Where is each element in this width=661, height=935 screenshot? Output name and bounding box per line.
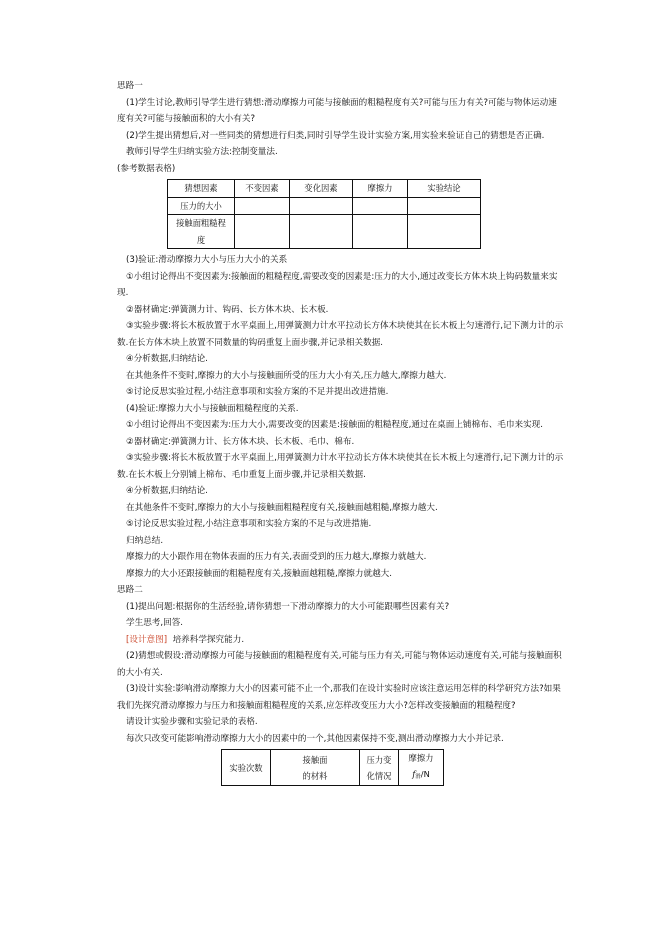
paragraph: 摩擦力的大小还跟接触面的粗糙程度有关,接触面越粗糙,摩擦力就越大. bbox=[126, 568, 393, 579]
friction-unit: /N bbox=[420, 769, 430, 779]
paragraph: 学生思考,回答. bbox=[126, 618, 184, 628]
cell-line: 接触面 bbox=[302, 754, 328, 765]
reference-data-table bbox=[167, 179, 481, 249]
paragraph: ②器材确定:弹簧测力计、钩码、长方体木块、长木板. bbox=[126, 304, 329, 315]
paragraph: (参考数据表格) bbox=[117, 163, 176, 174]
paragraph: ①小组讨论得出不变因素为:接触面的粗糙程度,需要改变的因素是:压力的大小,通过改变长方体木块上钩码数量来实现. bbox=[117, 271, 558, 298]
table-header-cell: 实验结论 bbox=[408, 180, 481, 198]
paragraph: 在其他条件不变时,摩擦力的大小与接触面所受的压力大小有关,压力越大,摩擦力越大. bbox=[126, 370, 447, 381]
table-cell bbox=[353, 197, 408, 215]
paragraph: (3)设计实验:影响滑动摩擦力大小的因素可能不止一个,那我们在设计实验时应该注意运用怎样的科学研究方法?如果我们先探究滑动摩擦力与压力和接触面粗糙程度的关系,应怎样改变压力大小?怎样改变接触面的粗糙程度? bbox=[117, 684, 561, 711]
table-header-cell: 变化因素 bbox=[290, 180, 353, 198]
table-cell: 接触面粗糙程度 bbox=[168, 215, 235, 249]
table-row bbox=[168, 197, 481, 215]
design-intent bbox=[117, 632, 565, 649]
design-intent-tag: [设计意图] bbox=[126, 634, 168, 645]
paragraph: ④分析数据,归纳结论. bbox=[126, 354, 208, 364]
table-cell bbox=[235, 215, 290, 249]
summary-title: 归纳总结. bbox=[126, 535, 164, 546]
paragraph: 在其他条件不变时,摩擦力的大小与接触面粗糙程度有关,接触面越粗糙,摩擦力越大. bbox=[126, 502, 438, 513]
table-cell bbox=[290, 197, 353, 215]
table-cell bbox=[408, 197, 481, 215]
cell-line: 压力变 bbox=[366, 754, 392, 765]
table-header-row bbox=[168, 180, 481, 198]
section-title: (3)验证:滑动摩擦力大小与压力大小的关系 bbox=[126, 255, 288, 265]
paragraph: ⑤讨论反思实验过程,小结注意事项和实验方案的不足与改进措施. bbox=[126, 519, 372, 529]
paragraph: ③实验步骤:将长木板放置于水平桌面上,用弹簧测力计水平拉动长方体木块使其在长木板上匀速滑行,记下测力计的示数.在长方体木块上放置不同数量的钩码重复上面步骤,并记录相关数据. bbox=[117, 321, 564, 348]
document-body bbox=[117, 78, 565, 786]
heading-approach-two: 思路二 bbox=[117, 585, 143, 595]
paragraph: ①小组讨论得出不变因素为:压力大小,需要改变的因素是:接触面的粗糙程度,通过在桌面上铺棉布、毛巾来实现. bbox=[126, 420, 544, 430]
table-header-cell bbox=[271, 750, 360, 786]
heading-approach-one: 思路一 bbox=[117, 81, 143, 91]
table-row bbox=[168, 215, 481, 249]
table-header-row bbox=[222, 750, 444, 786]
paragraph: ④分析数据,归纳结论. bbox=[126, 486, 208, 496]
paragraph: ⑤讨论反思实验过程,小结注意事项和实验方案的不足并提出改进措施. bbox=[126, 387, 389, 397]
friction-symbol: f bbox=[412, 769, 416, 779]
paragraph: 每次只改变可能影响滑动摩擦力大小的因素中的一个,其他因素保持不变,测出滑动摩擦力大小并记录. bbox=[126, 733, 504, 744]
table-header-cell: 猜想因素 bbox=[168, 180, 235, 198]
design-intent-text: 培养科学探究能力. bbox=[172, 634, 245, 645]
table-cell bbox=[408, 215, 481, 249]
cell-line bbox=[403, 766, 439, 785]
cell-line: 的材料 bbox=[302, 770, 328, 781]
paragraph: 请设计实验步骤和实验记录的表格. bbox=[126, 717, 258, 727]
paragraph: (1)学生讨论,教师引导学生进行猜想:滑动摩擦力可能与接触面的粗糙程度有关?可能与压力有关?可能与物体运动速度有关?可能与接触面积的大小有关? bbox=[117, 97, 557, 124]
experiment-record-table bbox=[221, 749, 444, 786]
table-header-cell: 实验次数 bbox=[222, 750, 271, 786]
paragraph: (2)学生提出猜想后,对一些同类的猜想进行归类,同时引导学生设计实验方案,用实验来验证自己的猜想是否正确. bbox=[126, 130, 545, 141]
table-cell bbox=[353, 215, 408, 249]
table-header-cell: 摩擦力 bbox=[353, 180, 408, 198]
paragraph: 教师引导学生归纳实验方法:控制变量法. bbox=[126, 147, 278, 157]
paragraph: (2)猜想或假设:滑动摩擦力可能与接触面的粗糙程度有关,可能与压力有关,可能与物体运动速度有关,可能与接触面积的大小有关. bbox=[117, 651, 562, 678]
table-header-cell bbox=[399, 750, 444, 786]
paragraph: 摩擦力的大小跟作用在物体表面的压力有关,表面受到的压力越大,摩擦力就越大. bbox=[126, 552, 427, 562]
cell-line: 摩擦力 bbox=[408, 753, 434, 763]
table-cell bbox=[290, 215, 353, 249]
table-header-cell: 不变因素 bbox=[235, 180, 290, 198]
table-cell bbox=[235, 197, 290, 215]
table-header-cell bbox=[360, 750, 399, 786]
paragraph: ②器材确定:弹簧测力计、长方体木块、长木板、毛巾、棉布. bbox=[126, 436, 355, 447]
paragraph: (1)提出问题:根据你的生活经验,请你猜想一下滑动摩擦力的大小可能跟哪些因素有关? bbox=[126, 601, 450, 612]
friction-subscript: 滑 bbox=[415, 774, 421, 780]
paragraph: ③实验步骤:将长木板放置于水平桌面上,用弹簧测力计水平拉动长方体木块使其在长木板上匀速滑行,记下测力计的示数.在长木板上分别铺上棉布、毛巾重复上面步骤,并记录相关数据. bbox=[117, 453, 564, 480]
section-title: (4)验证:摩擦力大小与接触面粗糙程度的关系. bbox=[126, 403, 299, 414]
cell-line: 化情况 bbox=[366, 770, 392, 781]
table-cell: 压力的大小 bbox=[168, 197, 235, 215]
